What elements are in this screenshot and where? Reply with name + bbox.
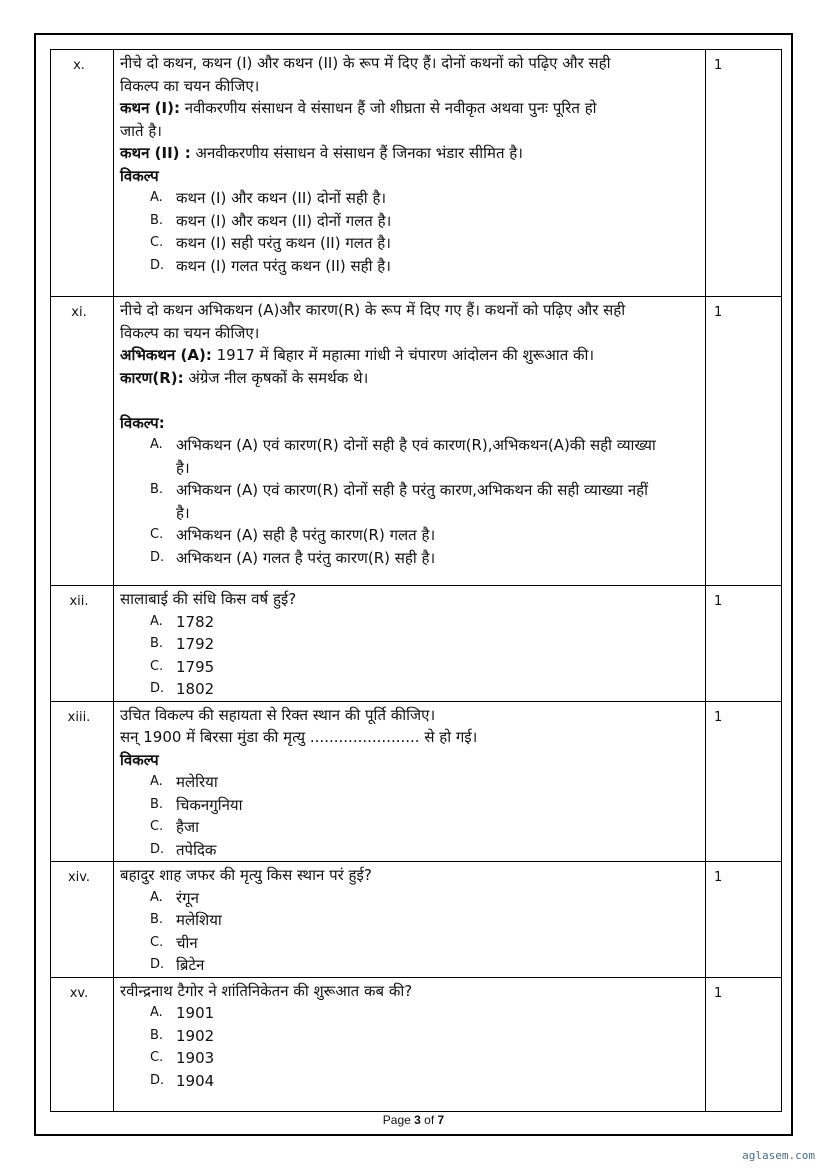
question-body	[114, 297, 706, 586]
question-intro: नीचे दो कथन, कथन (I) और कथन (II) के रूप में दिए हैं। दोनों कथनों को पढ़िए और सही	[120, 54, 611, 72]
question-text: रवीन्द्रनाथ टैगोर ने शांतिनिकेतन की शुरूआत कब की?	[120, 981, 413, 1000]
question-marks: 1	[706, 586, 782, 702]
option-letter: C.	[150, 819, 164, 834]
option-text: अभिकथन (A) सही है परंतु कारण(R) गलत है।	[176, 526, 436, 544]
option-letter: C.	[150, 934, 164, 950]
option-text: चिकनगुनिया	[176, 795, 243, 814]
option-text: 1903	[176, 1049, 215, 1067]
question-text: उचित विकल्प की सहायता से रिक्त स्थान की पूर्ति कीजिए।	[120, 705, 436, 724]
option-letter: B.	[150, 212, 164, 228]
option	[120, 1070, 701, 1093]
option-text: 1802	[176, 680, 215, 698]
option	[120, 187, 701, 210]
question-row-xiii	[51, 701, 782, 862]
question-intro: विकल्प का चयन कीजिए।	[120, 323, 260, 342]
option-text: 1782	[176, 612, 215, 631]
question-marks: 1	[706, 701, 782, 862]
option-text: मलेरिया	[176, 773, 218, 791]
option-text: 1795	[176, 657, 215, 676]
option	[120, 210, 701, 233]
option	[120, 434, 701, 479]
reason-label: कारण(R):	[120, 368, 184, 387]
option	[120, 954, 701, 977]
option-text: कथन (I) सही परंतु कथन (II) गलत है।	[176, 234, 391, 252]
question-text: सालाबाई की संधि किस वर्ष हुई?	[120, 590, 297, 608]
option	[120, 887, 701, 910]
question-body	[114, 50, 706, 297]
option-text: रंगून	[176, 888, 199, 907]
options-label: विकल्प:	[120, 413, 165, 432]
question-marks: 1	[706, 862, 782, 978]
option	[120, 1047, 701, 1070]
question-body	[114, 862, 706, 978]
question-intro: विकल्प का चयन कीजिए।	[120, 76, 260, 95]
statement-text: जाते है।	[120, 121, 162, 140]
question-row-xii	[51, 586, 782, 702]
options-label: विकल्प	[120, 166, 159, 185]
question-number: xii.	[51, 586, 114, 702]
option-letter: C.	[150, 658, 164, 674]
option	[120, 932, 701, 955]
option	[120, 232, 701, 255]
question-row-xv	[51, 977, 782, 1111]
assertion-text: 1917 में बिहार में महात्मा गांधी ने चंपारण आंदोलन की शुरूआत की।	[211, 346, 595, 364]
statement-text: नवीकरणीय संसाधन वे संसाधन हैं जो शीघ्रता से नवीकृत अथवा पुनः पूरित हो	[179, 99, 597, 117]
option-text: मलेशिया	[176, 911, 222, 929]
option-letter: D.	[150, 957, 165, 972]
option-text: है।	[176, 503, 190, 522]
question-marks: 1	[706, 977, 782, 1111]
question-number: xi.	[51, 297, 114, 586]
option	[120, 255, 701, 278]
option-text: चीन	[176, 933, 198, 952]
option	[120, 633, 701, 656]
option-text: कथन (I) गलत परंतु कथन (II) सही है।	[176, 256, 391, 275]
option-letter: D.	[150, 681, 165, 696]
option-letter: A.	[150, 889, 163, 905]
question-row-xi	[51, 297, 782, 586]
option	[120, 909, 701, 932]
option-letter: C.	[150, 527, 164, 542]
question-number: xiv.	[51, 862, 114, 978]
option-letter: D.	[150, 257, 165, 273]
question-row-xiv	[51, 862, 782, 978]
option	[120, 1025, 701, 1048]
option-letter: C.	[150, 1050, 164, 1065]
question-row-x	[51, 50, 782, 297]
option-letter: B.	[150, 482, 164, 497]
option-text: 1792	[176, 635, 215, 653]
statement-label: कथन (I):	[120, 99, 180, 117]
option-text: 1902	[176, 1026, 215, 1045]
question-text: बहादुर शाह जफर की मृत्यु किस स्थान परं हुई?	[120, 866, 372, 884]
question-number: xiii.	[51, 701, 114, 862]
question-marks: 1	[706, 297, 782, 586]
option	[120, 771, 701, 794]
option-letter: A.	[150, 437, 163, 452]
option	[120, 611, 701, 634]
page-current: 3	[414, 1113, 421, 1127]
option-text: है।	[176, 458, 190, 477]
option-text: अभिकथन (A) एवं कारण(R) दोनों सही है एवं कारण(R),अभिकथन(A)की सही व्याख्या	[176, 436, 656, 454]
option-text: अभिकथन (A) गलत है परंतु कारण(R) सही है।	[176, 548, 436, 567]
option	[120, 839, 701, 862]
question-body	[114, 586, 706, 702]
option	[120, 656, 701, 679]
option-text: कथन (I) और कथन (II) दोनों गलत है।	[176, 211, 392, 230]
option	[120, 816, 701, 839]
option	[120, 1002, 701, 1025]
option-letter: A.	[150, 1005, 163, 1020]
option-text: 1901	[176, 1004, 215, 1022]
questions-table	[50, 49, 782, 1112]
option-text: अभिकथन (A) एवं कारण(R) दोनों सही है परंतु कारण,अभिकथन की सही व्याख्या नहीं	[176, 481, 648, 499]
option	[120, 547, 701, 570]
page-total: 7	[437, 1113, 445, 1127]
question-text: सन् 1900 में बिरसा मुंडा की मृत्यु ....................... से हो गई।	[120, 728, 478, 746]
watermark: aglasem.com	[742, 1149, 815, 1162]
option-text: हैजा	[176, 818, 199, 836]
option-letter: B.	[150, 636, 164, 651]
option-text: तपेदिक	[176, 840, 217, 859]
option-text: ब्रिटेन	[176, 956, 205, 974]
statement-text: अनवीकरणीय संसाधन वे संसाधन हैं जिनका भंडार सीमित है।	[190, 144, 523, 162]
option-letter: D.	[150, 841, 165, 857]
page-label: Page	[382, 1113, 415, 1127]
question-marks: 1	[706, 50, 782, 297]
assertion-label: अभिकथन (A):	[120, 346, 212, 364]
option	[120, 794, 701, 817]
reason-text: अंग्रेज नील कृषकों के समर्थक थे।	[183, 368, 369, 387]
option-letter: D.	[150, 549, 165, 565]
option	[120, 678, 701, 701]
question-intro: नीचे दो कथन अभिकथन (A)और कारण(R) के रूप में दिए गए हैं। कथनों को पढ़िए और सही	[120, 301, 626, 319]
option-letter: C.	[150, 235, 164, 250]
option-text: कथन (I) और कथन (II) दोनों सही है।	[176, 189, 387, 207]
question-number: xv.	[51, 977, 114, 1111]
option-letter: A.	[150, 613, 163, 629]
option-letter: B.	[150, 1027, 164, 1043]
option-letter: A.	[150, 774, 163, 789]
option-letter: B.	[150, 796, 164, 812]
options-label: विकल्प	[120, 750, 159, 769]
question-body	[114, 701, 706, 862]
page-of: of	[420, 1113, 438, 1127]
option	[120, 524, 701, 547]
question-body	[114, 977, 706, 1111]
question-number: x.	[51, 50, 114, 297]
option-letter: A.	[150, 190, 163, 205]
option-text: 1904	[176, 1071, 215, 1090]
option	[120, 479, 701, 524]
page-footer	[0, 1113, 827, 1127]
option-letter: B.	[150, 912, 164, 927]
option-letter: D.	[150, 1072, 165, 1088]
statement-label: कथन (II) :	[120, 144, 191, 162]
